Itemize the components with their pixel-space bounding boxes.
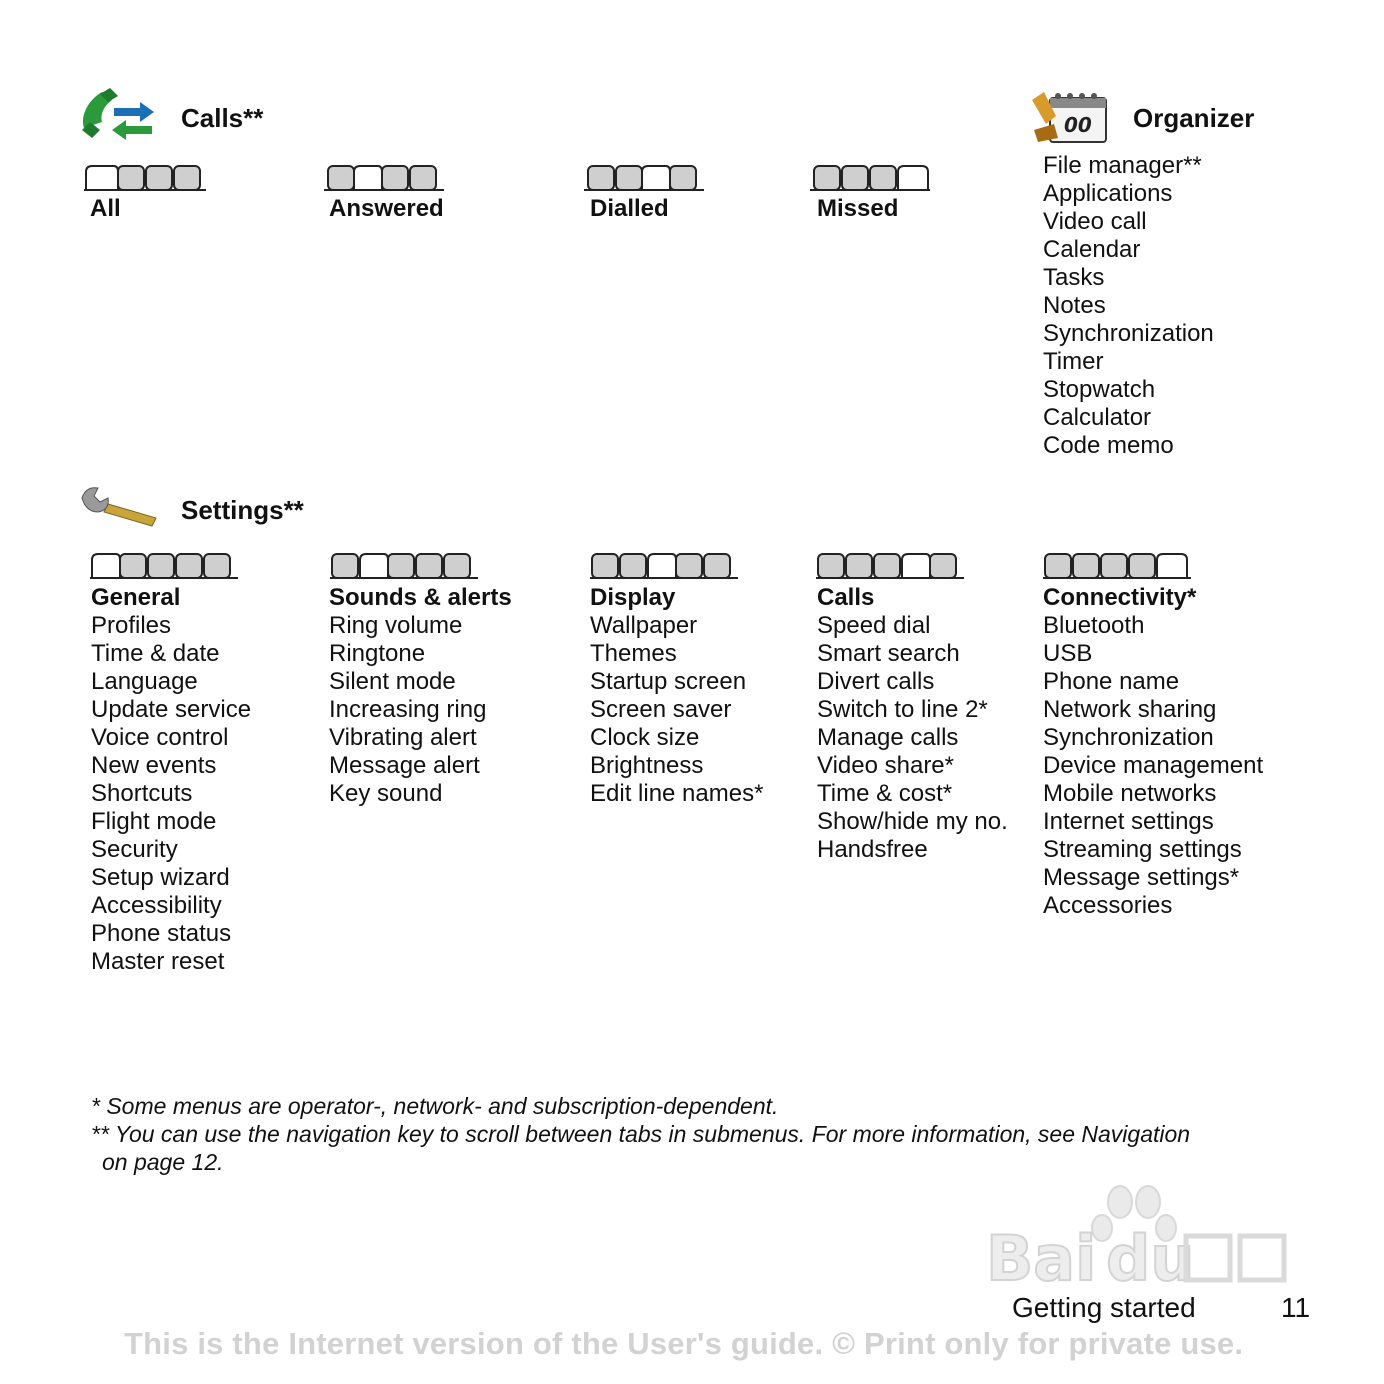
list-item[interactable]: USB (1043, 640, 1093, 667)
list-item[interactable]: Brightness (590, 752, 704, 779)
list-item[interactable]: Synchronization (1043, 320, 1214, 347)
footnote-2: ** You can use the navigation key to scroll between tabs in submenus. For more information, see Navigation (91, 1121, 1191, 1147)
wrench-icon (78, 484, 162, 530)
tab-general[interactable]: General (91, 584, 181, 611)
list-item[interactable]: Update service (91, 696, 252, 723)
tab-missed[interactable]: Missed (817, 195, 899, 222)
list-item[interactable]: Video share* (817, 752, 954, 779)
list-item[interactable]: Vibrating alert (329, 724, 477, 751)
list-item[interactable]: Ringtone (329, 640, 426, 667)
tab-connectivity[interactable]: Connectivity* (1043, 584, 1197, 611)
settings-column-sounds (329, 584, 512, 808)
settings-column-display (590, 584, 763, 808)
list-item[interactable]: File manager** (1043, 152, 1202, 179)
list-item[interactable]: Message settings* (1043, 864, 1240, 891)
sounds-list (329, 612, 512, 808)
list-item[interactable]: Phone name (1043, 668, 1180, 695)
list-item[interactable]: Bluetooth (1043, 612, 1145, 639)
list-item[interactable]: Manage calls (817, 724, 959, 751)
organizer-list (1043, 152, 1214, 460)
list-item[interactable]: Streaming settings (1043, 836, 1242, 863)
settings-tab-strip-calls (814, 548, 970, 582)
list-item[interactable]: Time & cost* (817, 780, 953, 807)
list-item[interactable]: Timer (1043, 348, 1104, 375)
connectivity-list (1043, 612, 1263, 920)
list-item[interactable]: Themes (590, 640, 677, 667)
settings-tab-strip-display (588, 548, 744, 582)
list-item[interactable]: Message alert (329, 752, 480, 779)
list-item[interactable]: Language (91, 668, 198, 695)
settings-tab-strip-connectivity (1041, 548, 1197, 582)
list-item[interactable]: Key sound (329, 780, 443, 807)
list-item[interactable]: Applications (1043, 180, 1173, 207)
svg-text:du: du (1106, 1222, 1195, 1295)
list-item[interactable]: Internet settings (1043, 808, 1214, 835)
list-item[interactable]: Ring volume (329, 612, 463, 639)
list-item[interactable]: Voice control (91, 724, 229, 751)
footnote-1: * Some menus are operator-, network- and subscription-dependent. (91, 1093, 779, 1119)
tab-dialled[interactable]: Dialled (590, 195, 669, 222)
list-item[interactable]: Accessories (1043, 892, 1173, 919)
list-item[interactable]: Startup screen (590, 668, 747, 695)
calls-tab-strip-dialled (582, 160, 706, 194)
list-item[interactable]: Security (91, 836, 178, 863)
settings-column-general (91, 584, 251, 976)
tab-all[interactable]: All (90, 195, 121, 222)
organizer-title: Organizer (1133, 103, 1255, 133)
list-item[interactable]: Setup wizard (91, 864, 230, 891)
calls-settings-list (817, 612, 1008, 864)
list-item[interactable]: Smart search (817, 640, 960, 667)
svg-text:00: 00 (1064, 113, 1092, 137)
list-item[interactable]: Notes (1043, 292, 1106, 319)
settings-title: Settings** (181, 495, 304, 525)
display-list (590, 612, 763, 808)
internet-version-notice: This is the Internet version of the User's guide. © Print only for private use. (124, 1326, 1244, 1361)
list-item[interactable]: Device management (1043, 752, 1264, 779)
tab-display[interactable]: Display (590, 584, 676, 611)
footnote-2-continued: on page 12. (102, 1149, 224, 1175)
organizer-icon (1028, 84, 1112, 148)
settings-column-calls (817, 584, 1008, 864)
tab-sounds-alerts[interactable]: Sounds & alerts (329, 584, 512, 611)
list-item[interactable]: Shortcuts (91, 780, 193, 807)
list-item[interactable]: Speed dial (817, 612, 931, 639)
settings-tab-strip-sounds (328, 548, 484, 582)
list-item[interactable]: Profiles (91, 612, 172, 639)
list-item[interactable]: Video call (1043, 208, 1147, 235)
tab-answered[interactable]: Answered (329, 195, 444, 222)
list-item[interactable]: Flight mode (91, 808, 217, 835)
page-number: 11 (1281, 1292, 1311, 1323)
list-item[interactable]: Code memo (1043, 432, 1174, 459)
list-item[interactable]: Phone status (91, 920, 232, 947)
list-item[interactable]: Show/hide my no. (817, 808, 1008, 835)
list-item[interactable]: Edit line names* (590, 780, 764, 807)
list-item[interactable]: Switch to line 2* (817, 696, 988, 723)
list-item[interactable]: Screen saver (590, 696, 732, 723)
calls-tab-strip-answered (322, 160, 446, 194)
settings-tab-strip-general (88, 548, 244, 582)
list-item[interactable]: Time & date (91, 640, 220, 667)
list-item[interactable]: Calendar (1043, 236, 1141, 263)
tab-calls[interactable]: Calls (817, 584, 875, 611)
general-list (91, 612, 251, 976)
list-item[interactable]: Clock size (590, 724, 700, 751)
list-item[interactable]: Handsfree (817, 836, 928, 863)
footer-section-name: Getting started (1012, 1292, 1196, 1323)
list-item[interactable]: Mobile networks (1043, 780, 1217, 807)
list-item[interactable]: Synchronization (1043, 724, 1214, 751)
list-item[interactable]: Silent mode (329, 668, 456, 695)
list-item[interactable]: Network sharing (1043, 696, 1217, 723)
calls-title: Calls** (181, 103, 264, 133)
list-item[interactable]: Wallpaper (590, 612, 698, 639)
list-item[interactable]: Accessibility (91, 892, 222, 919)
list-item[interactable]: Stopwatch (1043, 376, 1156, 403)
list-item[interactable]: Divert calls (817, 668, 935, 695)
list-item[interactable]: New events (91, 752, 217, 779)
list-item[interactable]: Calculator (1043, 404, 1152, 431)
svg-text:Bai: Bai (986, 1222, 1097, 1295)
list-item[interactable]: Increasing ring (329, 696, 487, 723)
calls-tab-strip-missed (808, 160, 932, 194)
calls-tab-strip-all (84, 160, 208, 194)
list-item[interactable]: Master reset (91, 948, 225, 975)
settings-column-connectivity (1043, 584, 1263, 920)
calls-icon (78, 86, 158, 146)
list-item[interactable]: Tasks (1043, 264, 1105, 291)
